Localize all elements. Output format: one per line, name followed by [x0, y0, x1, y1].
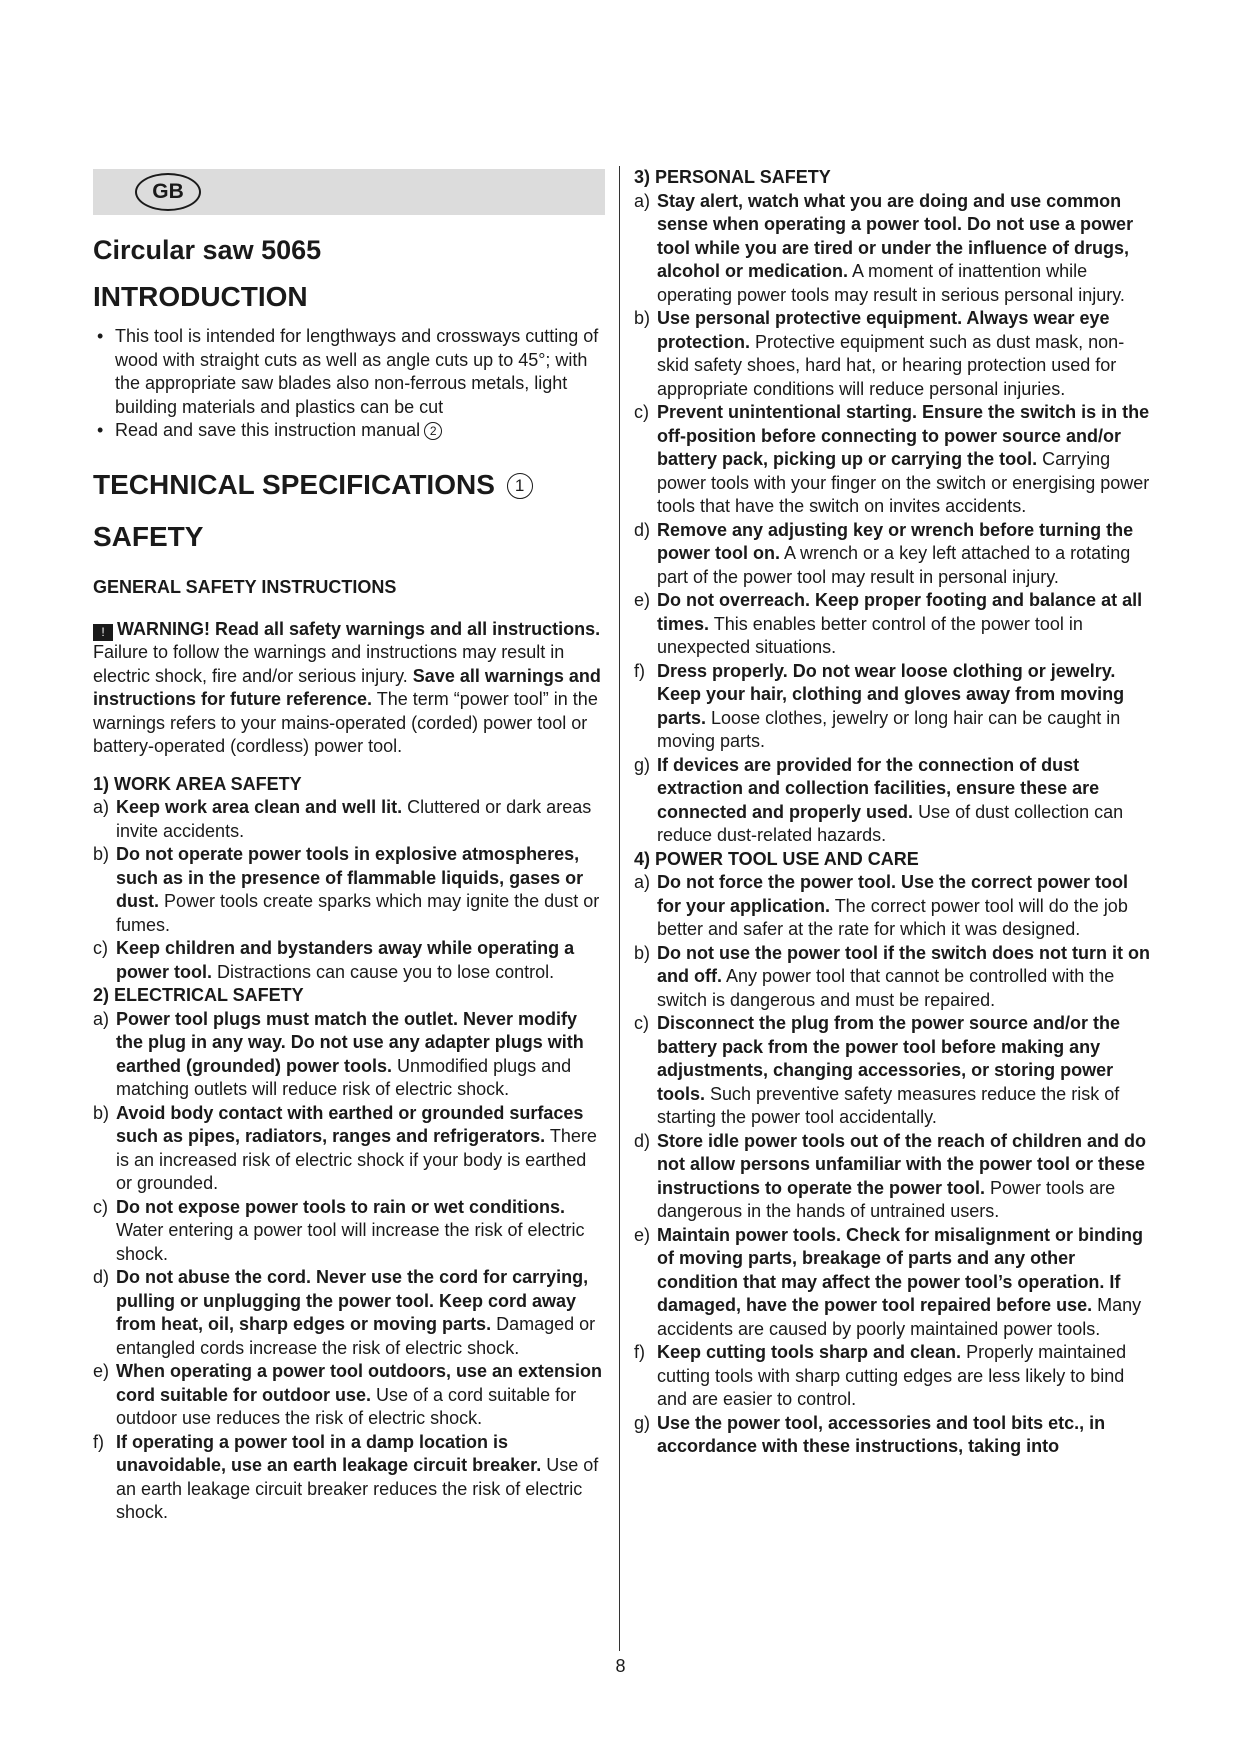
list-item: a) Keep work area clean and well lit. Cluttered or dark areas invite accidents. — [93, 797, 592, 841]
power-tool-list — [634, 871, 1154, 1459]
list-item: c) Do not expose power tools to rain or wet conditions. Water entering a power tool will increase the risk of electric shock. — [93, 1196, 585, 1264]
list-item: a) Stay alert, watch what you are doing and use common sense when operating a power tool. Do not use a power tool while you are tired or under the influence of drugs, alcohol or medication. A moment of inattention while operating power tools may result in serious personal injury. — [634, 190, 1134, 305]
right-column — [634, 166, 1154, 1459]
tech-ref-icon: 1 — [507, 473, 533, 499]
manual-ref-icon: 2 — [424, 422, 442, 440]
personal-safety-list — [634, 190, 1154, 848]
list-item: b) Avoid body contact with earthed or grounded surfaces such as pipes, radiators, ranges and refrigerators. There is an increased risk of electric shock if your body is earthed or grounded. — [93, 1102, 597, 1193]
list-item: a) Do not force the power tool. Use the correct power tool for your application. The correct power tool will do the job better and safer at the rate for which it was designed. — [634, 872, 1129, 939]
tech-spec-heading: TECHNICAL SPECIFICATIONS 1 — [93, 465, 605, 505]
list-item: f) If operating a power tool in a damp location is unavoidable, use an earth leakage circuit breaker. Use of an earth leakage circuit breaker reduces the risk of electric shock. — [93, 1431, 599, 1522]
intro-list — [93, 325, 605, 443]
list-item: c) Keep children and bystanders away while operating a power tool. Distractions can cause you to lose control. — [93, 938, 575, 982]
list-item: b) Do not operate power tools in explosive atmospheres, such as in the presence of flammable liquids, gases or dust. Power tools create sparks which may ignite the dust or fumes. — [93, 844, 600, 935]
intro-heading: INTRODUCTION — [93, 281, 308, 312]
list-item: d) Store idle power tools out of the reach of children and do not allow persons unfamiliar with the power tool or these instructions to operate the power tool. Power tools are dangerous in the hands of untrained users. — [634, 1130, 1147, 1221]
list-item: e) When operating a power tool outdoors, use an extension cord suitable for outdoor use. Use of a cord suitable for outdoor use reduces the risk of electric shock. — [93, 1361, 603, 1428]
language-bar — [93, 169, 605, 215]
general-safety-heading: GENERAL SAFETY INSTRUCTIONS — [93, 576, 397, 597]
list-item: c) Prevent unintentional starting. Ensure the switch is in the off-position before connecting to power source and/or battery pack, picking up or carrying the tool. Carrying power tools with your finger on the switch or energising power tools that have the switch on invites accidents. — [634, 402, 1150, 516]
list-item: f) Dress properly. Do not wear loose clothing or jewelry. Keep your hair, clothing and gloves away from moving parts. Loose clothes, jewelry or long hair can be caught in moving parts. — [634, 660, 1125, 751]
safety-heading: SAFETY — [93, 520, 204, 552]
list-item: d) Do not abuse the cord. Never use the cord for carrying, pulling or unplugging the power tool. Keep cord away from heat, oil, sharp edges or moving parts. Damaged or entangled cords increase the risk of electric shock. — [93, 1267, 596, 1358]
list-item: d) Remove any adjusting key or wrench before turning the power tool on. A wrench or a key left attached to a rotating part of the power tool may result in personal injury. — [634, 519, 1134, 587]
list-item: b) Do not use the power tool if the switch does not turn it on and off. Any power tool that cannot be controlled with the switch is dangerous and must be repaired. — [634, 942, 1150, 1010]
list-item: a) Power tool plugs must match the outlet. Never modify the plug in any way. Do not use any adapter plugs with earthed (grounded) power tools. Unmodified plugs and matching outlets will reduce risk of electric shock. — [93, 1008, 584, 1099]
list-item: e) Maintain power tools. Check for misalignment or binding of moving parts, breakage of parts and any other condition that may affect the power tool’s operation. If damaged, have the power tool repaired before use. Many accidents are caused by poorly maintained power tools. — [634, 1224, 1144, 1339]
warning-paragraph: ! WARNING! Read all safety warnings and all instructions. Failure to follow the warnings and instructions may result in electric shock, fire and/or serious injury. Save all warnings and instructions for future reference. The term “power tool” in the warnings refers to your mains-operated (corded) power tool or battery-operated (cordless) power tool. — [93, 618, 601, 756]
electrical-list — [93, 1008, 605, 1525]
list-item: f) Keep cutting tools sharp and clean. Properly maintained cutting tools with sharp cutting edges are less likely to bind and are easier to control. — [634, 1342, 1127, 1409]
list-item: • Read and save this instruction manual 2 — [93, 419, 605, 443]
page-title: Circular saw 5065 — [93, 235, 322, 265]
work-area-list — [93, 796, 605, 984]
work-area-heading: 1) WORK AREA SAFETY — [93, 773, 302, 794]
column-divider — [619, 166, 620, 1651]
list-item: g) Use the power tool, accessories and tool bits etc., in accordance with these instructions, taking into — [634, 1412, 1106, 1456]
list-item: c) Disconnect the plug from the power source and/or the battery pack from the power tool before making any adjustments, changing accessories, or storing power tools. Such preventive safety measures reduce the risk of starting the power tool accidentally. — [634, 1013, 1121, 1127]
page-number: 8 — [615, 1656, 626, 1676]
power-tool-heading: 4) POWER TOOL USE AND CARE — [634, 848, 919, 869]
warning-icon: ! — [93, 624, 113, 641]
left-column — [93, 169, 605, 1525]
language-badge: GB — [135, 173, 201, 211]
list-item: b) Use personal protective equipment. Always wear eye protection. Protective equipment such as dust mask, non-skid safety shoes, hard hat, or hearing protection used for appropriate conditions will reduce personal injuries. — [634, 308, 1125, 399]
electrical-heading: 2) ELECTRICAL SAFETY — [93, 985, 304, 1005]
list-item: e) Do not overreach. Keep proper footing and balance at all times. This enables better control of the power tool in unexpected situations. — [634, 590, 1143, 657]
list-item: g) If devices are provided for the connection of dust extraction and collection facilities, ensure these are connected and properly used. Use of dust collection can reduce dust-related hazards. — [634, 754, 1124, 845]
list-item: • This tool is intended for lengthways and crossways cutting of wood with straight cuts as well as angle cuts up to 45°; with the appropriate saw blades also non-ferrous metals, light building materials and plastics can be cut — [93, 325, 605, 419]
personal-safety-heading: 3) PERSONAL SAFETY — [634, 167, 831, 187]
